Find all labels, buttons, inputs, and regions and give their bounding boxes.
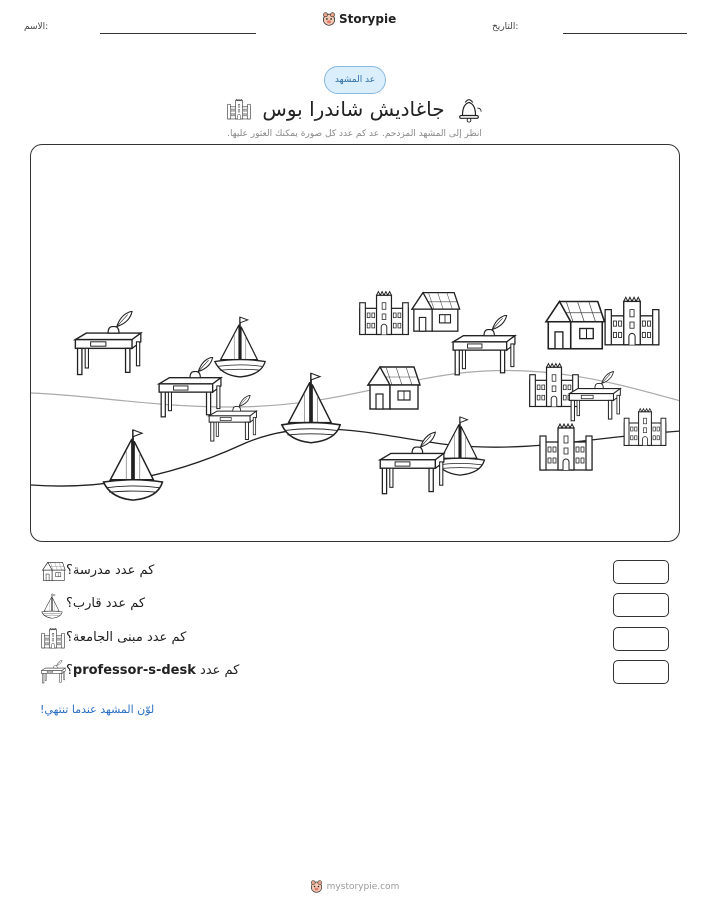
- sailboat-icon: [99, 427, 167, 503]
- university-building-icon: [621, 401, 669, 453]
- name-label: الاسم:: [24, 22, 49, 32]
- question-text: كم عدد قارب؟: [66, 596, 146, 611]
- worksheet-header: [0, 0, 709, 50]
- university-building-icon: [40, 627, 66, 649]
- title-row: [0, 92, 709, 126]
- university-building-icon: [226, 96, 252, 122]
- question-text: كم عدد مبنى الجامعة؟: [66, 630, 187, 645]
- school-icon: [537, 297, 609, 351]
- question-row: [0, 560, 709, 586]
- question-row: [0, 593, 709, 619]
- date-label: التاريخ:: [492, 22, 519, 32]
- question-text: [66, 663, 239, 678]
- professor-desk-icon: [566, 371, 622, 423]
- brand-name: Storypie: [339, 12, 397, 26]
- sailboat-icon: [277, 371, 345, 445]
- name-field-line[interactable]: [100, 33, 256, 34]
- activity-badge: عد المشهد: [324, 66, 386, 94]
- question-mark: ؟: [66, 663, 73, 678]
- answer-box[interactable]: [613, 560, 669, 584]
- university-building-icon: [536, 419, 596, 475]
- date-field-line[interactable]: [563, 33, 687, 34]
- page-title: جاغاديش شاندرا بوس: [262, 97, 445, 121]
- storypie-mascot-icon: [322, 12, 336, 26]
- school-icon: [40, 560, 66, 582]
- instructions: انظر إلى المشهد المزدحم. عد كم عدد كل صورة يمكنك العثور عليها.: [227, 129, 482, 139]
- sailboat-icon: [40, 593, 64, 619]
- answer-box[interactable]: [613, 627, 669, 651]
- counting-scene: [30, 144, 680, 542]
- professor-desk-icon: [206, 395, 258, 443]
- storypie-logo: [322, 12, 396, 26]
- question-text: كم عدد مدرسة؟: [66, 563, 155, 578]
- professor-desk-icon: [71, 311, 143, 377]
- footer-url[interactable]: mystorypie.com: [326, 881, 400, 892]
- question-keyword: professor-s-desk: [72, 663, 196, 678]
- question-row: [0, 627, 709, 653]
- answer-box[interactable]: [613, 593, 669, 617]
- question-row: [0, 660, 709, 686]
- bell-icon: [455, 95, 483, 123]
- school-icon: [361, 363, 423, 411]
- professor-desk-icon: [376, 429, 446, 499]
- footer-brand: [0, 880, 709, 893]
- answer-box[interactable]: [613, 660, 669, 684]
- professor-desk-icon: [449, 315, 517, 377]
- professor-desk-icon: [40, 660, 66, 684]
- coloring-note: لوّن المشهد عندما تنتهي!: [40, 703, 155, 716]
- question-prefix: كم عدد: [200, 663, 240, 678]
- storypie-mascot-icon: [310, 880, 323, 893]
- university-building-icon: [601, 293, 663, 349]
